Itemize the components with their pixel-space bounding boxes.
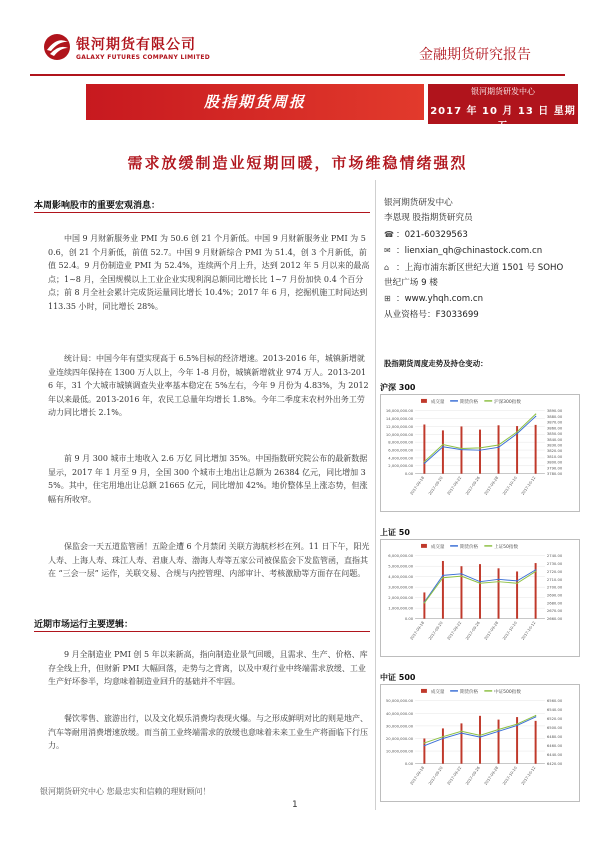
left-tick-label: 4,000,000.00 bbox=[388, 575, 414, 580]
legend-swatch bbox=[421, 544, 427, 548]
logic-heading-rule bbox=[34, 631, 370, 632]
legend-label: 期货价格 bbox=[459, 689, 479, 695]
series-point bbox=[461, 732, 462, 733]
legend-label: 期货价格 bbox=[459, 544, 479, 550]
right-tick-label: 3860.00 bbox=[546, 426, 563, 431]
right-tick-label: 3840.00 bbox=[546, 437, 563, 442]
x-tick-label: 2017-10-10 bbox=[502, 475, 518, 496]
left-tick-label: 0.00 bbox=[404, 472, 414, 477]
volume-bar bbox=[498, 720, 500, 764]
series-point bbox=[479, 736, 480, 737]
series-point bbox=[516, 583, 517, 584]
contact-phone[interactable]: ：021-60329563 bbox=[396, 229, 468, 240]
series-point bbox=[535, 416, 536, 417]
contact-address: ：上海市浦东新区世纪大道 1501 号 SOHO bbox=[396, 262, 564, 273]
legend-swatch bbox=[421, 399, 427, 403]
company-logo bbox=[42, 30, 212, 68]
paragraph-manufacturing: 9 月全制造业 PMI 创 5 年以来新高，指向制造业景气回暖，且需求、生产、价格、库存全线上升，但财新 PMI 大幅回落，走势与之背离，以及中观行业中终端需求放缓、工业生产好坏参半，均意味着制造业回升的基础并不牢固。 bbox=[48, 650, 368, 687]
left-tick-label: 30,000,000.00 bbox=[385, 724, 414, 729]
contact-license: 从业资格号：F3033699 bbox=[384, 309, 479, 320]
left-tick-label: 10,000,000.00 bbox=[385, 432, 414, 437]
series-point bbox=[424, 745, 425, 746]
right-tick-label: 3880.00 bbox=[546, 414, 563, 419]
right-tick-label: 3790.00 bbox=[546, 466, 563, 471]
left-tick-label: 50,000,000.00 bbox=[385, 699, 414, 704]
left-tick-label: 3,000,000.00 bbox=[388, 585, 414, 590]
series-point bbox=[516, 580, 517, 581]
chart-title: 上证 50 bbox=[380, 528, 410, 537]
left-tick-label: 0.00 bbox=[404, 762, 414, 767]
left-tick-label: 14,000,000.00 bbox=[385, 417, 414, 422]
web-icon: ⊞ bbox=[384, 294, 391, 304]
legend-label: 成交量 bbox=[430, 689, 445, 695]
x-tick-label: 2017-10-12 bbox=[520, 620, 537, 641]
date-box bbox=[428, 84, 578, 132]
right-tick-label: 3850.00 bbox=[546, 432, 563, 437]
chart-sz50 bbox=[380, 527, 580, 661]
legend-label: 沪深300指数 bbox=[494, 399, 521, 405]
series-point bbox=[424, 463, 425, 464]
right-tick-label: 6500.00 bbox=[546, 726, 563, 731]
report-type: 金融期货研究报告 bbox=[419, 47, 531, 63]
series-point bbox=[442, 736, 443, 737]
x-tick-label: 2017-10-10 bbox=[502, 765, 518, 786]
right-tick-label: 3820.00 bbox=[546, 449, 563, 454]
series-point bbox=[535, 569, 536, 570]
series-point bbox=[498, 447, 499, 448]
right-tick-label: 3810.00 bbox=[546, 454, 563, 459]
chart-sz50-plot bbox=[380, 539, 580, 657]
right-tick-label: 2700.00 bbox=[546, 585, 563, 590]
right-tick-label: 6560.00 bbox=[546, 699, 563, 704]
left-tick-label: 16,000,000.00 bbox=[385, 409, 414, 414]
series-point bbox=[461, 575, 462, 576]
series-point bbox=[479, 447, 480, 448]
left-tick-label: 0.00 bbox=[404, 617, 414, 622]
right-tick-label: 6440.00 bbox=[546, 753, 563, 758]
x-tick-label: 2017-09-22 bbox=[446, 475, 463, 496]
contact-address-line2: 世纪广场 9 楼 bbox=[384, 278, 438, 289]
right-tick-label: 3780.00 bbox=[546, 472, 563, 477]
paragraph-insurance-regulation: 保监会一天五道监管函！五险企遭 6 个月禁闭 关联方海航杉杉在列。11 日下午，阳光人寿、上海人寿、珠江人寿、君康人寿、渤海人寿等五家公司被保监会下发监管函，直指其在 “三会一层” 运作，关联交易、合规与内控管理、内部审计、考核激励等方面存在问题。 bbox=[48, 542, 370, 579]
left-tick-label: 20,000,000.00 bbox=[385, 736, 414, 741]
paragraph-consumption: 餐饮零售、旅游出行，以及文化娱乐消费均表现火爆。与之形成鲜明对比的则是地产、汽车等耐用消费增速放缓。而当前工业终端需求的放缓也意味着未来工业生产将面临下行压力。 bbox=[48, 714, 368, 751]
series-point bbox=[498, 729, 499, 730]
paragraph-employment: 统计局：中国今年有望实现高于 6.5%目标的经济增速。2013-2016 年，城镇新增就业连续四年保持在 1300 万人以上，今年 1-8 月份，城镇新增就业 974 万人。2013-2016 年，31 个大城市城镇调查失业率基本稳定在 5%左右，今年 9 月份为 4.83%，为 2012 年以来最低。2013-2016 年，农民工总量年均增长 1.8%。今年二季度末农村外出务工劳动力同比增长 2.1%。 bbox=[48, 354, 369, 418]
left-tick-label: 4,000,000.00 bbox=[388, 456, 414, 461]
x-tick-label: 2017-09-22 bbox=[446, 765, 463, 786]
series-point bbox=[535, 716, 536, 717]
left-tick-label: 40,000,000.00 bbox=[385, 711, 414, 716]
series-point bbox=[442, 575, 443, 576]
chart-title: 沪深 300 bbox=[380, 383, 416, 392]
right-tick-label: 2670.00 bbox=[546, 609, 563, 614]
x-tick-label: 2017-09-20 bbox=[428, 475, 444, 496]
contact-phone-row bbox=[384, 227, 584, 243]
contact-email-row bbox=[384, 243, 584, 259]
legend-label: 成交量 bbox=[430, 399, 445, 405]
right-tick-label: 2680.00 bbox=[546, 601, 563, 606]
x-tick-label: 2017-09-18 bbox=[409, 475, 426, 496]
chart-hs300 bbox=[380, 382, 580, 516]
volume-bar bbox=[479, 716, 481, 764]
analyst-contact bbox=[384, 196, 584, 323]
series-point bbox=[516, 431, 517, 432]
series-point bbox=[498, 731, 499, 732]
x-tick-label: 2017-09-28 bbox=[483, 620, 500, 641]
right-tick-label: 2690.00 bbox=[546, 593, 563, 598]
volume-bar bbox=[498, 425, 500, 473]
x-tick-label: 2017-10-12 bbox=[520, 765, 537, 786]
paragraph-pmi: 中国 9 月财新服务业 PMI 为 50.6 创 21 个月新低。中国 9 月财新服务业 PMI 为 50.6，创 21 个月新低，前值 52.7。中国 9 月财新综合 PMI 为 51.4，创 3 个月新低，前值 52.4。9 月份制造业 PMI 为 52.4%，连续两个月上升，达到 2012 年 5 月以来的最高点；1~8 月，全国规模以上工业企业实现利润总额同比增长比 1~7 月份加快 0.4 个百分点；前 8 月全社会累计完成货运量同比增长 10.4%；2017 年 6 月，挖掘机施工时间达到 113.35 小时，同比增长 28%。 bbox=[48, 234, 370, 311]
series-point bbox=[461, 731, 462, 732]
macro-news-heading: 本周影响股市的重要宏观消息： bbox=[34, 201, 161, 211]
macro-heading-rule bbox=[34, 212, 370, 213]
left-tick-label: 6,000,000.00 bbox=[388, 448, 414, 453]
charts-heading: 股指期货周度走势及持仓变动： bbox=[384, 359, 488, 368]
volume-bar bbox=[442, 728, 444, 763]
market-logic-heading: 近期市场运行主要逻辑： bbox=[34, 620, 134, 630]
contact-email[interactable]: ：lienxian_qh@chinastock.com.cn bbox=[396, 246, 543, 257]
series-point bbox=[424, 461, 425, 462]
series-point bbox=[479, 581, 480, 582]
right-tick-label: 6480.00 bbox=[546, 735, 563, 740]
chart-zz500 bbox=[380, 672, 580, 806]
company-name-en: GALAXY FUTURES COMPANY LIMITED bbox=[76, 54, 211, 61]
x-tick-label: 2017-09-18 bbox=[409, 620, 426, 641]
department-tag: 银河期货研发中心 bbox=[471, 87, 535, 96]
right-tick-label: 3870.00 bbox=[546, 420, 563, 425]
headline: 需求放缓制造业短期回暖，市场维稳情绪强烈 bbox=[127, 154, 468, 172]
series-point bbox=[424, 602, 425, 603]
series-point bbox=[442, 577, 443, 578]
series-point bbox=[516, 433, 517, 434]
right-tick-label: 6540.00 bbox=[546, 708, 563, 713]
x-tick-label: 2017-10-10 bbox=[502, 620, 518, 641]
series-point bbox=[461, 573, 462, 574]
legend-swatch bbox=[421, 689, 427, 693]
right-tick-label: 2730.00 bbox=[546, 562, 563, 567]
legend-label: 成交量 bbox=[430, 544, 445, 550]
left-tick-label: 5,000,000.00 bbox=[388, 564, 414, 569]
left-tick-label: 10,000,000.00 bbox=[385, 749, 414, 754]
series-point bbox=[442, 444, 443, 445]
contact-department: 银河期货研发中心 bbox=[384, 198, 453, 208]
left-tick-label: 8,000,000.00 bbox=[388, 440, 414, 445]
left-tick-label: 12,000,000.00 bbox=[385, 424, 414, 429]
x-tick-label: 2017-09-26 bbox=[465, 765, 481, 786]
series-point bbox=[442, 738, 443, 739]
contact-analyst: 李恩现 股指期货研究员 bbox=[384, 213, 473, 224]
series-point bbox=[442, 446, 443, 447]
volume-bar bbox=[479, 564, 481, 619]
right-tick-label: 3890.00 bbox=[546, 409, 563, 414]
legend-label: 中证500指数 bbox=[494, 689, 521, 695]
volume-bar bbox=[535, 721, 537, 764]
legend-label: 期货价格 bbox=[459, 399, 479, 405]
right-tick-label: 2710.00 bbox=[546, 577, 563, 582]
company-name-cn: 银河期货有限公司 bbox=[76, 37, 196, 53]
x-tick-label: 2017-09-26 bbox=[465, 620, 481, 641]
volume-bar bbox=[535, 425, 537, 474]
series-point bbox=[479, 450, 480, 451]
chart-title: 中证 500 bbox=[380, 673, 416, 682]
volume-bar bbox=[423, 424, 425, 473]
volume-bar bbox=[442, 430, 444, 473]
series-point bbox=[479, 583, 480, 584]
right-tick-label: 6460.00 bbox=[546, 744, 563, 749]
series-point bbox=[498, 579, 499, 580]
paragraph-land-revenue: 前 9 月 300 城市土地收入 2.6 万亿 同比增加 35%。中国指数研究院公布的最新数据显示，2017 年 1 月至 9 月，全国 300 个城市土地出让总额为 26384 亿元，同比增加 35%。其中，住宅用地出让总额 21665 亿元，同比增加 42%。地价整体呈上涨态势，但涨幅有所收窄。 bbox=[48, 454, 368, 504]
left-tick-label: 2,000,000.00 bbox=[388, 464, 414, 469]
right-tick-label: 2740.00 bbox=[546, 554, 563, 559]
volume-bar bbox=[498, 568, 500, 618]
series-point bbox=[424, 742, 425, 743]
right-tick-label: 6420.00 bbox=[546, 762, 563, 767]
series-point bbox=[516, 723, 517, 724]
phone-icon: ☎ bbox=[384, 229, 394, 239]
left-tick-label: 1,000,000.00 bbox=[388, 606, 414, 611]
volume-bar bbox=[460, 723, 462, 763]
left-tick-label: 2,000,000.00 bbox=[388, 596, 414, 601]
series-point bbox=[498, 581, 499, 582]
volume-bar bbox=[423, 592, 425, 618]
x-tick-label: 2017-09-18 bbox=[409, 765, 426, 786]
chart-zz500-plot bbox=[380, 684, 580, 802]
volume-bar bbox=[516, 571, 518, 618]
contact-website-row bbox=[384, 291, 584, 307]
header-divider bbox=[30, 74, 565, 76]
right-tick-label: 6520.00 bbox=[546, 717, 563, 722]
page-number: 1 bbox=[292, 800, 298, 810]
footer-tagline: 银河期货研究中心 您最忠实和信赖的理财顾问！ bbox=[40, 787, 211, 796]
series-point bbox=[461, 448, 462, 449]
mail-icon: ✉ bbox=[384, 246, 391, 256]
title-band bbox=[86, 84, 424, 120]
column-divider bbox=[375, 180, 376, 810]
x-tick-label: 2017-09-26 bbox=[465, 475, 481, 496]
contact-address-row bbox=[384, 260, 584, 276]
right-tick-label: 2720.00 bbox=[546, 569, 563, 574]
report-title: 股指期货周报 bbox=[203, 93, 306, 111]
x-tick-label: 2017-09-20 bbox=[428, 620, 444, 641]
galaxy-logo-icon bbox=[42, 32, 72, 62]
series-point bbox=[516, 725, 517, 726]
volume-bar bbox=[442, 561, 444, 619]
series-point bbox=[535, 413, 536, 414]
report-date: 2017 年 10 月 13 日 星期五 bbox=[430, 106, 576, 132]
x-tick-label: 2017-09-20 bbox=[428, 765, 444, 786]
right-tick-label: 3830.00 bbox=[546, 443, 563, 448]
contact-website[interactable]: ：www.yhqh.com.cn bbox=[396, 294, 484, 305]
series-point bbox=[498, 444, 499, 445]
series-point bbox=[535, 715, 536, 716]
right-tick-label: 3800.00 bbox=[546, 460, 563, 465]
volume-bar bbox=[479, 430, 481, 474]
chart-hs300-plot bbox=[380, 394, 580, 512]
legend-label: 上证50指数 bbox=[494, 544, 518, 550]
right-tick-label: 2660.00 bbox=[546, 617, 563, 622]
x-tick-label: 2017-10-12 bbox=[520, 475, 537, 496]
series-point bbox=[535, 571, 536, 572]
left-tick-label: 6,000,000.00 bbox=[388, 554, 414, 559]
series-point bbox=[479, 735, 480, 736]
x-tick-label: 2017-09-22 bbox=[446, 620, 463, 641]
x-tick-label: 2017-09-28 bbox=[483, 475, 500, 496]
address-icon: ⌂ bbox=[384, 262, 390, 272]
x-tick-label: 2017-09-28 bbox=[483, 765, 500, 786]
